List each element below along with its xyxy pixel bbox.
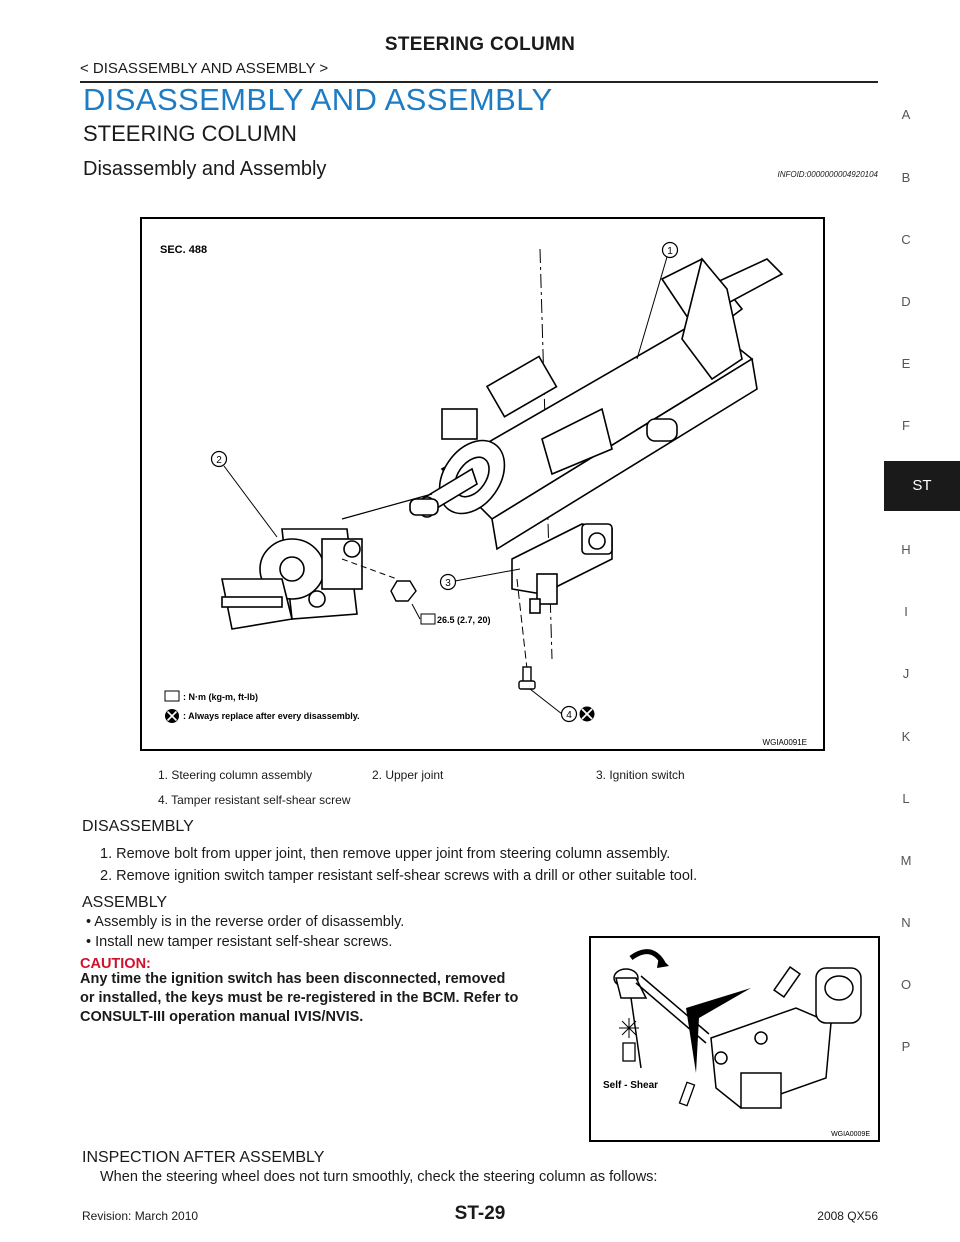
spark-icon: [619, 1018, 639, 1038]
caution-line-2: or installed, the keys must be re-registered in the BCM. Refer to: [80, 990, 519, 1006]
upper-joint-drawing: [222, 497, 438, 629]
self-shear-diagram: [591, 938, 878, 1140]
side-index-d[interactable]: D: [901, 294, 911, 309]
footer-revision: Revision: March 2010: [82, 1209, 199, 1223]
callout-4-replace-icon: [580, 707, 595, 722]
section-heading: DISASSEMBLY AND ASSEMBLY: [83, 82, 553, 117]
caption-4: 4. Tamper resistant self-shear screw: [158, 793, 351, 807]
figure-steering-column: [140, 217, 825, 751]
footer-model: 2008 QX56: [817, 1209, 878, 1223]
side-index-n[interactable]: N: [901, 915, 911, 930]
figure-self-shear: [589, 936, 880, 1142]
self-shear-screw-drawing: [519, 667, 535, 689]
side-index-i[interactable]: I: [904, 604, 908, 619]
side-index-m[interactable]: M: [900, 853, 912, 868]
caption-1: 1. Steering column assembly: [158, 768, 313, 782]
side-index-e[interactable]: E: [901, 356, 911, 371]
side-index-l[interactable]: L: [902, 791, 910, 806]
figure2-code: WGIA0009E: [831, 1131, 870, 1138]
topic-heading: Disassembly and Assembly: [83, 158, 327, 180]
side-index-a[interactable]: A: [901, 107, 911, 122]
page-header-subtitle: < DISASSEMBLY AND ASSEMBLY >: [80, 60, 329, 77]
self-shear-label: Self - Shear: [603, 1080, 659, 1091]
assembly-bullet-2: • Install new tamper resistant self-shear screws.: [86, 934, 393, 950]
nut-drawing: [391, 581, 416, 601]
side-index-b[interactable]: B: [901, 170, 911, 185]
side-index-h[interactable]: H: [901, 542, 911, 557]
side-index-st-active[interactable]: ST: [884, 461, 960, 511]
sec-label: SEC. 488: [160, 244, 208, 256]
footer-page-number: ST-29: [454, 1203, 506, 1224]
ignition-switch-drawing-2: [711, 967, 861, 1108]
figure1-code: WGIA0091E: [762, 738, 807, 747]
caption-3: 3. Ignition switch: [596, 768, 685, 782]
disassembly-title: DISASSEMBLY: [82, 818, 194, 835]
svg-text:4: 4: [566, 710, 572, 721]
assembly-bullet-1: • Assembly is in the reverse order of disassembly.: [86, 914, 405, 930]
disassembly-step-2: 2. Remove ignition switch tamper resistant self-shear screws with a drill or other suitable tool.: [100, 868, 698, 884]
legend-replace-icon: [165, 709, 179, 723]
side-index-c[interactable]: C: [901, 232, 911, 247]
assembly-title: ASSEMBLY: [82, 894, 168, 911]
svg-text:1: 1: [667, 246, 673, 257]
ignition-switch-drawing: [512, 524, 612, 613]
torque-value: 26.5 (2.7, 20): [437, 615, 491, 625]
caution-title: CAUTION:: [80, 956, 151, 972]
svg-text:3: 3: [445, 578, 451, 589]
legend-torque-icon: [165, 691, 179, 701]
figure-captions: [158, 768, 798, 807]
info-id: INFOID:0000000004920104: [777, 170, 878, 179]
steering-column-diagram: [142, 219, 823, 749]
side-index-j[interactable]: J: [902, 666, 910, 681]
legend-replace-text: : Always replace after every disassembly.: [183, 711, 360, 721]
torque-icon: [421, 614, 435, 624]
subsection-heading: STEERING COLUMN: [83, 121, 297, 146]
caution-line-3: CONSULT-III operation manual IVIS/NVIS.: [80, 1009, 364, 1025]
inspection-text: When the steering wheel does not turn smoothly, check the steering column as follows:: [100, 1169, 658, 1185]
screw-head-drawing: [623, 1043, 635, 1061]
side-index-o[interactable]: O: [900, 977, 912, 992]
caution-line-1: Any time the ignition switch has been disconnected, removed: [80, 971, 506, 987]
caption-2: 2. Upper joint: [372, 768, 444, 782]
inspection-title: INSPECTION AFTER ASSEMBLY: [82, 1149, 325, 1166]
side-index-p[interactable]: P: [901, 1039, 911, 1054]
legend-torque-text: : N·m (kg-m, ft-lb): [183, 692, 258, 702]
svg-text:2: 2: [216, 455, 222, 466]
side-index-k[interactable]: K: [901, 729, 911, 744]
disassembly-step-1: 1. Remove bolt from upper joint, then remove upper joint from steering column assembly.: [100, 846, 671, 862]
page-header-title: STEERING COLUMN: [384, 34, 576, 55]
side-index-f[interactable]: F: [902, 418, 910, 433]
column-assembly-drawing: [422, 259, 782, 549]
